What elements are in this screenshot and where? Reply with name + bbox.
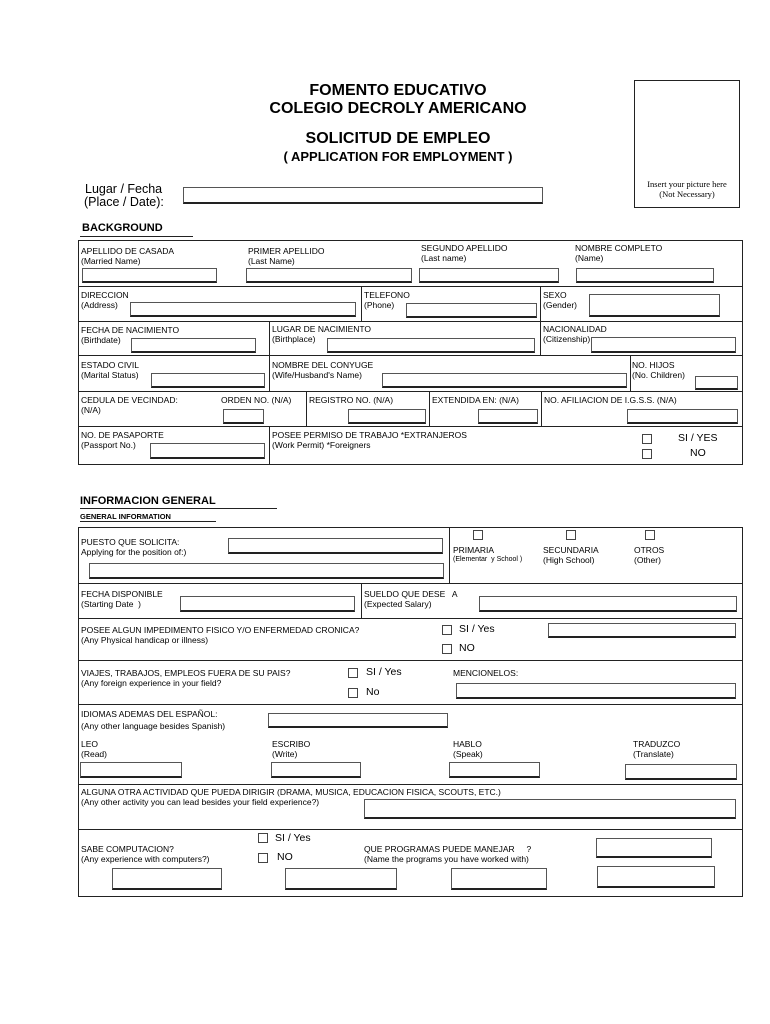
extendida-input[interactable]	[478, 409, 538, 424]
work-permit-label: POSEE PERMISO DE TRABAJO *EXTRANJEROS (Work Permit) *Foreigners	[272, 430, 467, 450]
handicap-no-checkbox[interactable]	[442, 644, 452, 654]
work-permit-no-label: NO	[690, 447, 706, 459]
phone-label: TELEFONO (Phone)	[364, 290, 410, 310]
computer-yes-label: SI / Yes	[275, 832, 311, 844]
handicap-label: POSEE ALGUN IMPEDIMENTO FISICO Y/O ENFERMEDAD CRONICA? (Any Physical handicap or illness)	[81, 625, 360, 645]
starting-date-label: FECHA DISPONIBLE (Starting Date )	[81, 589, 163, 609]
speak-input[interactable]	[449, 762, 540, 778]
children-input[interactable]	[695, 376, 738, 390]
igss-label: NO. AFILIACION DE I.G.S.S. (N/A)	[544, 395, 677, 405]
background-heading: BACKGROUND	[82, 222, 163, 234]
org-name: FOMENTO EDUCATIVO	[309, 82, 487, 99]
programs-input-4[interactable]	[451, 868, 547, 890]
full-name-input[interactable]	[576, 268, 714, 283]
foreign-no-label: No	[366, 686, 380, 698]
place-date-label: Lugar / Fecha (Place / Date):	[84, 182, 164, 209]
place-date-input[interactable]	[183, 187, 543, 204]
handicap-yes-label: SI / Yes	[459, 623, 495, 635]
form-title: SOLICITUD DE EMPLEO	[305, 130, 491, 147]
salary-label: SUELDO QUE DESE A (Expected Salary)	[364, 589, 458, 609]
registro-label: REGISTRO NO. (N/A)	[309, 395, 394, 405]
birthdate-input[interactable]	[131, 338, 256, 353]
citizenship-input[interactable]	[591, 337, 736, 353]
programs-input-2[interactable]	[112, 868, 222, 890]
foreign-no-checkbox[interactable]	[348, 688, 358, 698]
gender-label: SEXO (Gender)	[543, 290, 578, 310]
passport-input[interactable]	[150, 443, 265, 459]
gender-input[interactable]	[589, 294, 720, 317]
full-name-label: NOMBRE COMPLETO (Name)	[575, 243, 663, 263]
passport-label: NO. DE PASAPORTE (Passport No.)	[81, 430, 164, 450]
photo-caption: Insert your picture here (Not Necessary)	[647, 179, 727, 199]
secundaria-label: SECUNDARIA (High School)	[543, 545, 599, 565]
position-input[interactable]	[228, 538, 443, 554]
computer-no-label: NO	[277, 851, 293, 863]
cedula-label: CEDULA DE VECINDAD: (N/A)	[81, 395, 178, 415]
married-name-label: APELLIDO DE CASADA (Married Name)	[81, 246, 175, 266]
primaria-label: PRIMARIA	[453, 545, 495, 555]
position-label: PUESTO QUE SOLICITA: Applying for the position of:)	[81, 537, 187, 557]
otros-checkbox[interactable]	[645, 530, 655, 540]
citizenship-label: NACIONALIDAD (Citizenship)	[543, 324, 607, 344]
igss-input[interactable]	[627, 409, 738, 424]
programs-label: QUE PROGRAMAS PUEDE MANEJAR ? (Name the programs you have worked with)	[364, 844, 532, 864]
starting-date-input[interactable]	[180, 596, 355, 612]
second-last-name-label: SEGUNDO APELLIDO (Last name)	[421, 243, 508, 263]
foreign-yes-label: SI / Yes	[366, 666, 402, 678]
spouse-name-input[interactable]	[382, 373, 627, 388]
secundaria-checkbox[interactable]	[566, 530, 576, 540]
programs-input-5[interactable]	[597, 866, 715, 888]
handicap-yes-checkbox[interactable]	[442, 625, 452, 635]
marital-status-label: ESTADO CIVIL (Marital Status)	[81, 360, 139, 380]
mention-label: MENCIONELOS:	[453, 668, 519, 678]
primaria-checkbox[interactable]	[473, 530, 483, 540]
work-permit-yes-label: SI / YES	[678, 432, 718, 444]
languages-input[interactable]	[268, 713, 448, 728]
write-input[interactable]	[271, 762, 361, 778]
birthplace-input[interactable]	[327, 338, 535, 353]
programs-input-3[interactable]	[285, 868, 397, 890]
married-name-input[interactable]	[82, 268, 217, 283]
handicap-no-label: NO	[459, 642, 475, 654]
handicap-input[interactable]	[548, 623, 736, 638]
position-input-2[interactable]	[89, 563, 444, 579]
activity-label: ALGUNA OTRA ACTIVIDAD QUE PUEDA DIRIGIR (DRAMA, MUSICA, EDUCACION FISICA, SCOUTS, ETC.) (Any other activity you can lead besides your field experience?)	[81, 787, 501, 807]
programs-input-1[interactable]	[596, 838, 712, 858]
birthplace-label: LUGAR DE NACIMIENTO (Birthplace)	[272, 324, 372, 344]
translate-input[interactable]	[625, 764, 737, 780]
read-input[interactable]	[80, 762, 182, 778]
read-label: LEO (Read)	[81, 739, 107, 759]
marital-status-input[interactable]	[151, 373, 265, 388]
primaria-en-label: (Elementar y School )	[453, 556, 523, 563]
spouse-name-label: NOMBRE DEL CONYUGE (Wife/Husband's Name)	[272, 360, 374, 380]
last-name-input[interactable]	[246, 268, 412, 283]
translate-label: TRADUZCO (Translate)	[633, 739, 681, 759]
phone-input[interactable]	[406, 303, 537, 318]
foreign-experience-label: VIAJES, TRABAJOS, EMPLEOS FUERA DE SU PAIS? (Any foreign experience in your field?	[81, 668, 291, 688]
foreign-yes-checkbox[interactable]	[348, 668, 358, 678]
children-label: NO. HIJOS (No. Children)	[632, 360, 685, 380]
orden-label: ORDEN NO. (N/A)	[221, 395, 292, 405]
address-input[interactable]	[130, 302, 356, 317]
general-heading: INFORMACION GENERAL	[80, 495, 216, 507]
work-permit-yes-checkbox[interactable]	[642, 434, 652, 444]
last-name-label: PRIMER APELLIDO (Last Name)	[248, 246, 325, 266]
general-subheading: GENERAL INFORMATION	[80, 512, 171, 521]
languages-en-label: (Any other language besides Spanish)	[81, 721, 226, 731]
birthdate-label: FECHA DE NACIMIENTO (Birthdate)	[81, 325, 180, 345]
photo-box[interactable]	[634, 80, 740, 208]
speak-label: HABLO (Speak)	[453, 739, 483, 759]
orden-input[interactable]	[223, 409, 264, 424]
computer-label: SABE COMPUTACION? (Any experience with computers?)	[81, 844, 210, 864]
second-last-name-input[interactable]	[419, 268, 559, 283]
work-permit-no-checkbox[interactable]	[642, 449, 652, 459]
computer-no-checkbox[interactable]	[258, 853, 268, 863]
foreign-experience-input[interactable]	[456, 683, 736, 699]
otros-label: OTROS (Other)	[634, 545, 665, 565]
address-label: DIRECCION (Address)	[81, 290, 129, 310]
form-subtitle: ( APPLICATION FOR EMPLOYMENT )	[283, 149, 513, 164]
languages-label: IDIOMAS ADEMAS DEL ESPAÑOL:	[81, 709, 218, 719]
extendida-label: EXTENDIDA EN: (N/A)	[432, 395, 519, 405]
registro-input[interactable]	[348, 409, 426, 424]
write-label: ESCRIBO (Write)	[272, 739, 311, 759]
salary-input[interactable]	[479, 596, 737, 612]
school-name: COLEGIO DECROLY AMERICANO	[269, 100, 527, 117]
activity-input[interactable]	[364, 799, 736, 819]
computer-yes-checkbox[interactable]	[258, 833, 268, 843]
